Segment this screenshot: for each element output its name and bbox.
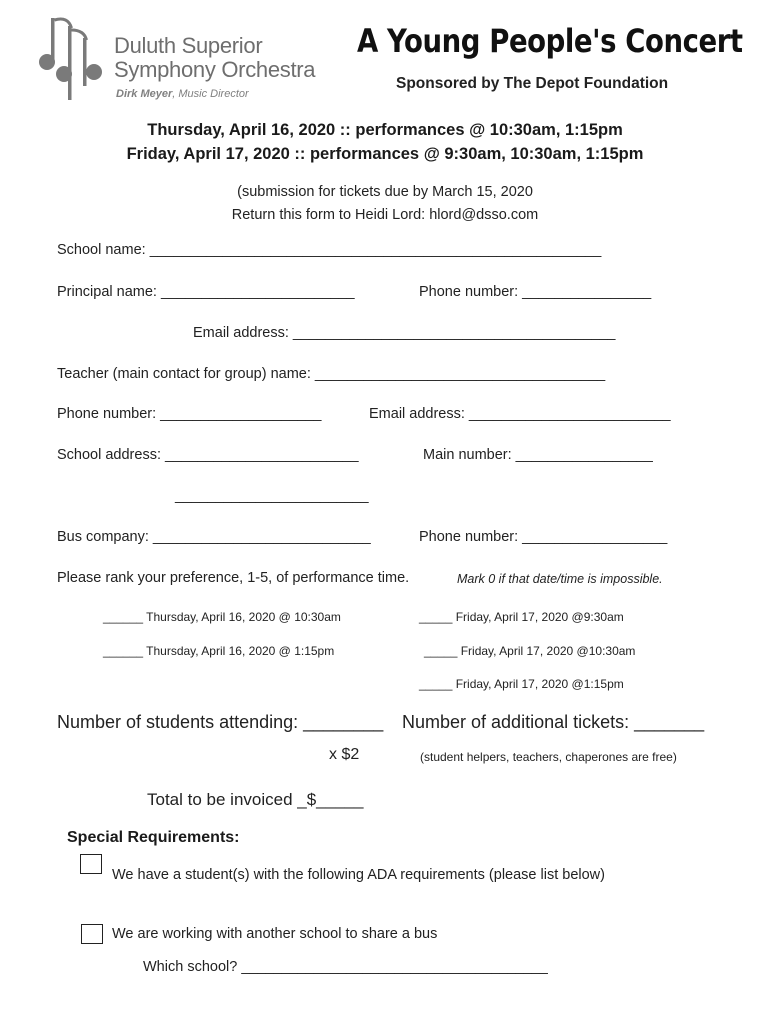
sponsor-line: Sponsored by The Depot Foundation: [396, 75, 669, 92]
main-number-field[interactable]: Main number: _________________: [423, 447, 653, 463]
rank-option-fri-1030[interactable]: _____ Friday, April 17, 2020 @10:30am: [424, 644, 636, 658]
principal-phone-field[interactable]: Phone number: ________________: [419, 284, 652, 300]
rank-note: Mark 0 if that date/time is impossible.: [457, 572, 663, 586]
music-director: [116, 88, 249, 100]
principal-email-field[interactable]: Email address: ________________________________________: [193, 325, 616, 341]
rank-prompt: Please rank your preference, 1-5, of performance time.: [57, 570, 410, 586]
org-name-line1: Duluth Superior: [114, 33, 263, 58]
ticket-price: x $2: [329, 746, 360, 763]
ada-requirements-label: We have a student(s) with the following ADA requirements (please list below): [112, 867, 605, 883]
bus-phone-field[interactable]: Phone number: __________________: [419, 529, 668, 545]
teacher-name-field[interactable]: Teacher (main contact for group) name: ____________________________________: [57, 366, 606, 382]
ada-requirements-checkbox[interactable]: [80, 854, 102, 874]
director-name: Dirk Meyer: [116, 88, 173, 100]
share-bus-checkbox[interactable]: [81, 924, 103, 944]
org-name-line2: Symphony Orchestra: [114, 57, 316, 82]
rank-option-fri-930[interactable]: _____ Friday, April 17, 2020 @9:30am: [419, 610, 624, 624]
submission-deadline: (submission for tickets due by March 15, 2020: [237, 184, 533, 200]
performance-dates-thursday: Thursday, April 16, 2020 :: performances @ 10:30am, 1:15pm: [147, 121, 623, 139]
students-attending-field[interactable]: Number of students attending: ________: [57, 712, 384, 732]
page-title: A Young People's Concert: [357, 22, 743, 60]
performance-dates-friday: Friday, April 17, 2020 :: performances @ 9:30am, 10:30am, 1:15pm: [126, 145, 644, 163]
additional-tickets-field[interactable]: Number of additional tickets: _______: [402, 712, 705, 732]
free-attendees-note: (student helpers, teachers, chaperones are free): [420, 750, 677, 764]
teacher-phone-field[interactable]: Phone number: ____________________: [57, 406, 322, 422]
orchestra-logo-icon: [38, 16, 108, 102]
special-requirements-heading: Special Requirements:: [67, 829, 240, 846]
director-title: , Music Director: [172, 88, 249, 100]
which-school-field[interactable]: Which school? ______________________________________: [143, 959, 548, 975]
rank-option-thu-1030[interactable]: ______ Thursday, April 16, 2020 @ 10:30am: [103, 610, 341, 624]
school-address-line2-field[interactable]: ________________________: [175, 488, 369, 504]
school-address-field[interactable]: School address: ________________________: [57, 447, 359, 463]
return-instructions: Return this form to Heidi Lord: hlord@dsso.com: [231, 207, 539, 223]
bus-company-field[interactable]: Bus company: ___________________________: [57, 529, 371, 545]
teacher-email-field[interactable]: Email address: _________________________: [369, 406, 671, 422]
school-name-field[interactable]: School name: ________________________________________________________: [57, 242, 602, 258]
total-invoiced-field[interactable]: Total to be invoiced _$_____: [147, 790, 364, 809]
share-bus-label: We are working with another school to share a bus: [112, 926, 438, 942]
rank-option-thu-115[interactable]: ______ Thursday, April 16, 2020 @ 1:15pm: [103, 644, 335, 658]
rank-option-fri-115[interactable]: _____ Friday, April 17, 2020 @1:15pm: [419, 677, 624, 691]
principal-name-field[interactable]: Principal name: ________________________: [57, 284, 355, 300]
